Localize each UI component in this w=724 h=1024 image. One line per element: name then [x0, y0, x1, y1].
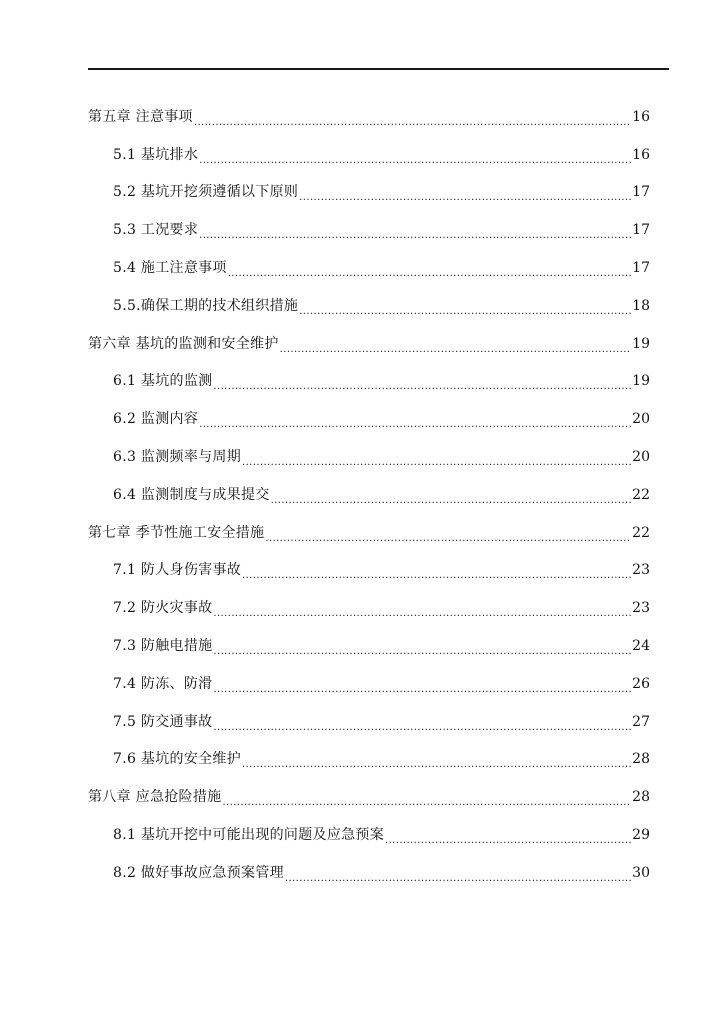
toc-entry-title: 7.5 防交通事故 — [113, 713, 213, 730]
toc-entry-title: 6.4 监测制度与成果提交 — [113, 486, 270, 503]
toc-entry-page: 20 — [632, 449, 650, 466]
toc-entry[interactable] — [88, 589, 650, 627]
toc-dot-leader — [228, 263, 631, 281]
toc-dot-leader — [285, 868, 631, 886]
toc-dot-leader — [199, 150, 631, 168]
toc-dot-leader — [213, 679, 631, 697]
toc-entry[interactable] — [88, 476, 650, 514]
toc-dot-leader — [385, 830, 631, 848]
toc-dot-leader — [242, 565, 631, 583]
toc-entry-title: 7.2 防火灾事故 — [113, 600, 213, 617]
header-rule — [88, 68, 669, 70]
toc-entry[interactable] — [88, 287, 650, 325]
toc-dot-leader — [213, 603, 631, 621]
toc-entry-title: 7.6 基坑的安全维护 — [113, 751, 242, 768]
toc-entry-page: 17 — [632, 260, 650, 277]
toc-entry[interactable] — [88, 211, 650, 249]
toc-entry-title: 第五章 注意事项 — [88, 108, 193, 125]
toc-entry[interactable] — [88, 174, 650, 212]
toc-entry[interactable] — [88, 363, 650, 401]
toc-entry-page: 16 — [632, 108, 650, 125]
toc-dot-leader — [213, 717, 631, 735]
toc-entry[interactable] — [88, 741, 650, 779]
toc-entry-page: 23 — [632, 562, 650, 579]
toc-entry-title: 7.3 防触电措施 — [113, 638, 213, 655]
toc-entry-title: 5.5.确保工期的技术组织措施 — [113, 297, 299, 314]
toc-dot-leader — [299, 301, 631, 319]
toc-entry-page: 16 — [632, 146, 650, 163]
toc-dot-leader — [280, 339, 631, 357]
toc-entry-title: 5.2 基坑开挖须遵循以下原则 — [113, 184, 299, 201]
table-of-contents — [88, 98, 650, 892]
toc-entry[interactable] — [88, 854, 650, 892]
toc-entry[interactable] — [88, 703, 650, 741]
toc-entry[interactable] — [88, 98, 650, 136]
toc-entry-page: 28 — [632, 789, 650, 806]
toc-dot-leader — [222, 792, 631, 810]
toc-dot-leader — [199, 225, 631, 243]
toc-entry-title: 6.2 监测内容 — [113, 411, 199, 428]
toc-entry-page: 18 — [632, 297, 650, 314]
toc-dot-leader — [265, 528, 631, 546]
toc-entry-title: 6.1 基坑的监测 — [113, 373, 213, 390]
toc-entry-page: 24 — [632, 638, 650, 655]
toc-entry-title: 5.4 施工注意事项 — [113, 260, 227, 277]
toc-entry-page: 17 — [632, 184, 650, 201]
toc-dot-leader — [213, 376, 631, 394]
toc-entry-title: 5.1 基坑排水 — [113, 146, 199, 163]
toc-dot-leader — [242, 452, 631, 470]
toc-entry-page: 20 — [632, 411, 650, 428]
toc-entry-title: 7.1 防人身伤害事故 — [113, 562, 242, 579]
toc-entry-title: 5.3 工况要求 — [113, 222, 199, 239]
toc-entry[interactable] — [88, 778, 650, 816]
toc-entry-page: 22 — [632, 486, 650, 503]
toc-entry[interactable] — [88, 400, 650, 438]
toc-entry-title: 8.2 做好事故应急预案管理 — [113, 864, 284, 881]
toc-entry[interactable] — [88, 325, 650, 363]
toc-entry[interactable] — [88, 627, 650, 665]
toc-entry-page: 19 — [632, 373, 650, 390]
toc-entry-page: 19 — [632, 335, 650, 352]
toc-entry-page: 17 — [632, 222, 650, 239]
toc-entry[interactable] — [88, 816, 650, 854]
toc-entry-page: 30 — [632, 864, 650, 881]
toc-dot-leader — [213, 641, 631, 659]
toc-entry[interactable] — [88, 552, 650, 590]
toc-entry[interactable] — [88, 136, 650, 174]
toc-dot-leader — [271, 490, 631, 508]
toc-entry-page: 28 — [632, 751, 650, 768]
toc-entry-page: 23 — [632, 600, 650, 617]
toc-entry-page: 27 — [632, 713, 650, 730]
toc-entry-page: 29 — [632, 827, 650, 844]
toc-entry[interactable] — [88, 514, 650, 552]
toc-dot-leader — [194, 112, 631, 130]
toc-entry-title: 第七章 季节性施工安全措施 — [88, 524, 265, 541]
toc-entry[interactable] — [88, 665, 650, 703]
toc-entry-title: 7.4 防冻、防滑 — [113, 675, 213, 692]
toc-entry-page: 26 — [632, 675, 650, 692]
toc-entry-title: 第六章 基坑的监测和安全维护 — [88, 335, 279, 352]
toc-entry-title: 第八章 应急抢险措施 — [88, 789, 222, 806]
toc-dot-leader — [199, 414, 631, 432]
toc-entry[interactable] — [88, 249, 650, 287]
toc-dot-leader — [242, 754, 631, 772]
toc-entry-title: 8.1 基坑开挖中可能出现的问题及应急预案 — [113, 827, 385, 844]
toc-dot-leader — [299, 187, 631, 205]
toc-entry-page: 22 — [632, 524, 650, 541]
toc-entry-title: 6.3 监测频率与周期 — [113, 449, 242, 466]
toc-entry[interactable] — [88, 438, 650, 476]
